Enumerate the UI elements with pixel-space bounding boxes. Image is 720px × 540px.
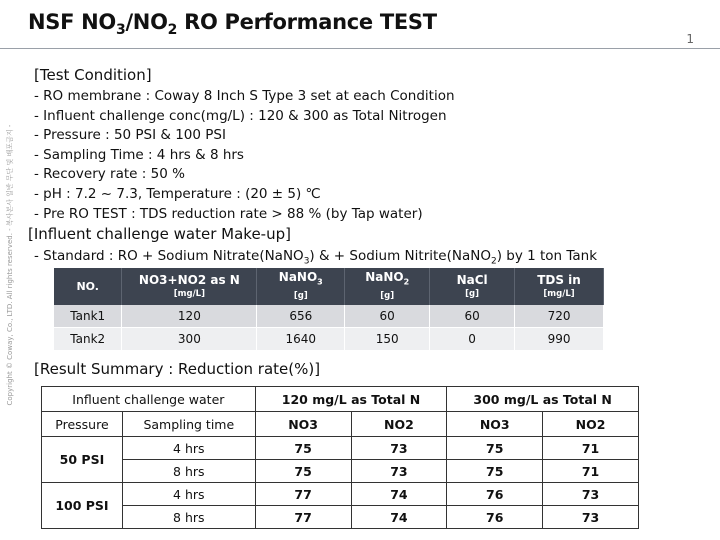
header-cell: NaCl [g]	[430, 268, 515, 305]
table-cell: 150	[345, 328, 430, 351]
value-cell: 73	[351, 437, 447, 460]
value-cell: 75	[447, 437, 543, 460]
table-cell: 720	[515, 305, 604, 328]
table-cell: 60	[430, 305, 515, 328]
result-table	[41, 386, 639, 529]
col-header: NO3	[255, 412, 351, 437]
value-cell: 77	[255, 506, 351, 529]
pressure-label: Pressure	[42, 412, 123, 437]
col-header: NO2	[351, 412, 447, 437]
page-title: NSF $NO_3/NO_2$ RO Performance TEST	[28, 10, 437, 39]
value-cell: 75	[255, 460, 351, 483]
table-cell: 60	[345, 305, 430, 328]
value-cell: 77	[255, 483, 351, 506]
header-cell: NaNO$_2$ [g]	[345, 268, 430, 305]
time-cell: 4 hrs	[122, 437, 255, 460]
test-condition-list	[34, 87, 455, 224]
header-cell: NO.	[54, 268, 122, 305]
value-cell: 71	[543, 437, 639, 460]
value-cell: 76	[447, 506, 543, 529]
header-cell: TDS in [mg/L]	[515, 268, 604, 305]
value-cell: 73	[543, 483, 639, 506]
condition-item: - Recovery rate : 50 %	[34, 166, 185, 183]
pressure-cell: 50 PSI	[42, 437, 123, 483]
group-120: 120 mg/L as Total N	[255, 387, 447, 412]
table-cell: 1640	[257, 328, 345, 351]
condition-item: - Pressure : 50 PSI & 100 PSI	[34, 127, 226, 144]
col-header: NO2	[543, 412, 639, 437]
value-cell: 75	[255, 437, 351, 460]
table-cell: 656	[257, 305, 345, 328]
result-header-row	[42, 387, 639, 412]
influent-label: Influent challenge water	[42, 387, 256, 412]
table-row	[42, 437, 639, 460]
value-cell: 76	[447, 483, 543, 506]
value-cell: 75	[447, 460, 543, 483]
header-cell: NO3+NO2 as N [mg/L]	[122, 268, 257, 305]
makeup-heading: [Influent challenge water Make-up]	[28, 225, 291, 243]
table-row	[42, 460, 639, 483]
side-copyright: Copyright © Coway, Co., LTD. All rights reserved. - 복사본사 일반 무단 및 배포금지 -	[6, 124, 14, 406]
makeup-standard: - Standard : RO + Sodium Nitrate(NaNO$_3$) & + Sodium Nitrite(NaNO$_2$) by 1 ton Tank	[34, 248, 598, 267]
result-heading: [Result Summary : Reduction rate(%)]	[34, 360, 321, 378]
condition-item: - Sampling Time : 4 hrs & 8 hrs	[34, 146, 244, 163]
condition-item: - RO membrane : Coway 8 Inch S Type 3 set at each Condition	[34, 88, 455, 104]
condition-item: - Influent challenge conc(mg/L) : 120 & 300 as Total Nitrogen	[34, 107, 447, 124]
makeup-table	[54, 268, 604, 350]
table-cell: 120	[122, 305, 257, 328]
value-cell: 73	[351, 460, 447, 483]
makeup-table-header	[54, 268, 604, 305]
table-row	[42, 506, 639, 529]
condition-item: - Pre RO TEST : TDS reduction rate > 88 % (by Tap water)	[34, 205, 423, 222]
title-divider	[0, 48, 720, 49]
table-row	[54, 305, 604, 328]
table-cell: Tank1	[54, 305, 122, 328]
time-cell: 8 hrs	[122, 506, 255, 529]
test-condition-heading: [Test Condition]	[34, 66, 152, 84]
table-row	[42, 483, 639, 506]
pressure-cell: 100 PSI	[42, 483, 123, 529]
condition-item: - pH : 7.2 ~ 7.3, Temperature : (20 ± 5) ℃	[34, 185, 321, 202]
table-cell: Tank2	[54, 328, 122, 351]
table-cell: 300	[122, 328, 257, 351]
sampling-label: Sampling time	[122, 412, 255, 437]
value-cell: 74	[351, 506, 447, 529]
header-cell: NaNO$_3$ [g]	[257, 268, 345, 305]
time-cell: 8 hrs	[122, 460, 255, 483]
page-number: 1	[686, 32, 694, 46]
time-cell: 4 hrs	[122, 483, 255, 506]
value-cell: 74	[351, 483, 447, 506]
table-row	[54, 328, 604, 351]
result-subheader-row	[42, 412, 639, 437]
group-300: 300 mg/L as Total N	[447, 387, 639, 412]
col-header: NO3	[447, 412, 543, 437]
value-cell: 73	[543, 506, 639, 529]
table-cell: 990	[515, 328, 604, 351]
table-cell: 0	[430, 328, 515, 351]
value-cell: 71	[543, 460, 639, 483]
